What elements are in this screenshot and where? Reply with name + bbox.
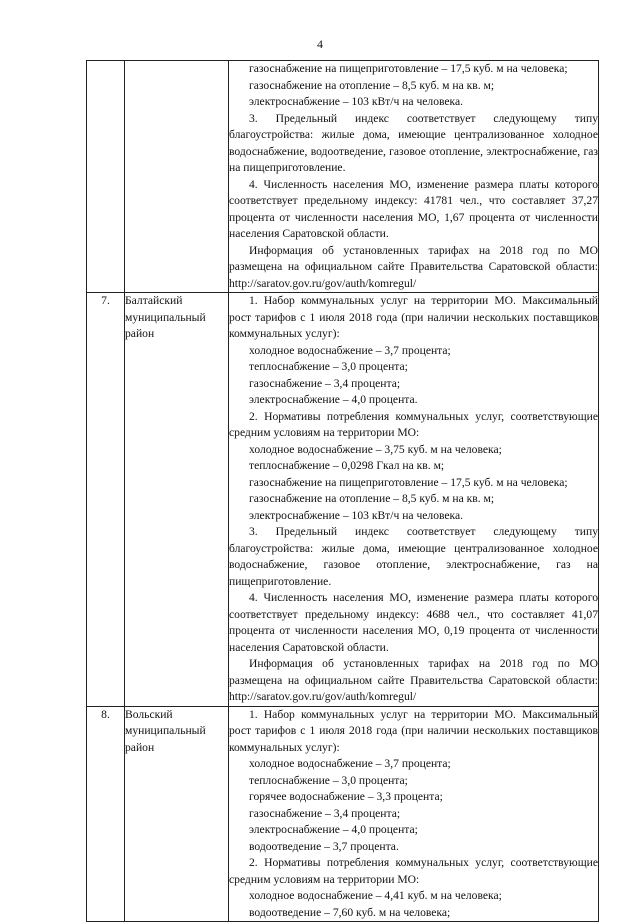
tariff-details-cell bbox=[229, 706, 599, 922]
list-item: теплоснабжение – 3,0 процента; bbox=[249, 773, 408, 787]
paragraph-services-set: 1. Набор коммунальных услуг на территории МО. Максимальный рост тарифов с 1 июля 2018 года (при наличии нескольких поставщиков коммунальных услуг): bbox=[229, 707, 598, 754]
list-item: водоотведение – 3,7 процента. bbox=[249, 839, 399, 853]
table-row-8 bbox=[87, 706, 599, 922]
tariff-details-cell bbox=[229, 61, 599, 293]
list-item: газоснабжение – 3,4 процента; bbox=[249, 376, 401, 390]
list-item: электроснабжение – 4,0 процента; bbox=[249, 823, 418, 836]
list-item: газоснабжение на пищеприготовление – 17,5 куб. м на человека; bbox=[249, 475, 568, 489]
table-row-7 bbox=[87, 293, 599, 707]
list-item: холодное водоснабжение – 3,75 куб. м на человека; bbox=[249, 442, 502, 456]
municipality-name-cell bbox=[125, 61, 229, 293]
table-row-continuation bbox=[87, 61, 599, 293]
list-item: теплоснабжение – 0,0298 Гкал на кв. м; bbox=[249, 459, 445, 472]
row-number-cell: 8. bbox=[87, 706, 125, 922]
list-item: холодное водоснабжение – 4,41 куб. м на человека; bbox=[249, 889, 502, 902]
list-item: теплоснабжение – 3,0 процента; bbox=[249, 360, 408, 373]
list-item: газоснабжение на пищеприготовление – 17,5 куб. м на человека; bbox=[249, 62, 568, 75]
list-item: холодное водоснабжение – 3,7 процента; bbox=[249, 343, 451, 357]
paragraph-improvement-type: 3. Предельный индекс соответствует следующему типу благоустройства: жилые дома, имеющие централизованное холодное водоснабжение, водоотведение, газовое отопление, электроснабжение, газ на пищеприготовление. bbox=[229, 111, 598, 174]
list-item: холодное водоснабжение – 3,7 процента; bbox=[249, 757, 451, 770]
municipality-name-cell: Вольский муниципальный район bbox=[125, 706, 229, 922]
row-number-cell: 7. bbox=[87, 293, 125, 707]
paragraph-population: 4. Численность населения МО, изменение размера платы которого соответствует предельному индексу: 41781 чел., что составляет 37,27 процента от численности населения МО, 1,67 процента от численности населения Саратовской области. bbox=[229, 177, 598, 240]
paragraph-info-link: Информация об установленных тарифах на 2018 год по МО размещена на официальном сайте Правительства Саратовской области: http://saratov.gov.ru/gov/auth/komregul/ bbox=[229, 657, 598, 703]
paragraph-consumption-norms: 2. Нормативы потребления коммунальных услуг, соответствующие средним условиям на территории МО: bbox=[229, 409, 598, 439]
municipality-name-cell: Балтайский муниципальный район bbox=[125, 293, 229, 707]
list-item: газоснабжение на отопление – 8,5 куб. м на кв. м; bbox=[249, 78, 495, 92]
paragraph-improvement-type: 3. Предельный индекс соответствует следующему типу благоустройства: жилые дома, имеющие централизованное холодное водоснабжение, газовое отопление, электроснабжение, газ на пищеприготовление. bbox=[229, 525, 598, 588]
list-item: горячее водоснабжение – 3,3 процента; bbox=[249, 790, 443, 803]
list-item: электроснабжение – 103 кВт/ч на человека. bbox=[249, 95, 464, 108]
paragraph-info-link: Информация об установленных тарифах на 2018 год по МО размещена на официальном сайте Правительства Саратовской области: http://saratov.gov.ru/gov/auth/komregul/ bbox=[229, 243, 598, 290]
paragraph-population: 4. Численность населения МО, изменение размера платы которого соответствует предельному индексу: 4688 чел., что составляет 41,07 процента от численности населения МО, 0,19 процента от численности населения Саратовской области. bbox=[229, 591, 598, 654]
list-item: газоснабжение на отопление – 8,5 куб. м на кв. м; bbox=[249, 492, 495, 505]
list-item: газоснабжение – 3,4 процента; bbox=[249, 806, 401, 820]
list-item: водоотведение – 7,60 куб. м на человека; bbox=[249, 905, 451, 919]
list-item: электроснабжение – 4,0 процента. bbox=[249, 393, 418, 406]
tariff-details-cell bbox=[229, 293, 599, 707]
paragraph-consumption-norms: 2. Нормативы потребления коммунальных услуг, соответствующие средним условиям на территории МО: bbox=[229, 856, 598, 886]
row-number-cell bbox=[87, 61, 125, 293]
page-number: 4 bbox=[317, 37, 323, 51]
paragraph-services-set: 1. Набор коммунальных услуг на территории МО. Максимальный рост тарифов с 1 июля 2018 года (при наличии нескольких поставщиков коммунальных услуг): bbox=[229, 294, 598, 340]
municipal-tariff-table bbox=[86, 60, 599, 922]
list-item: электроснабжение – 103 кВт/ч на человека. bbox=[249, 508, 464, 522]
